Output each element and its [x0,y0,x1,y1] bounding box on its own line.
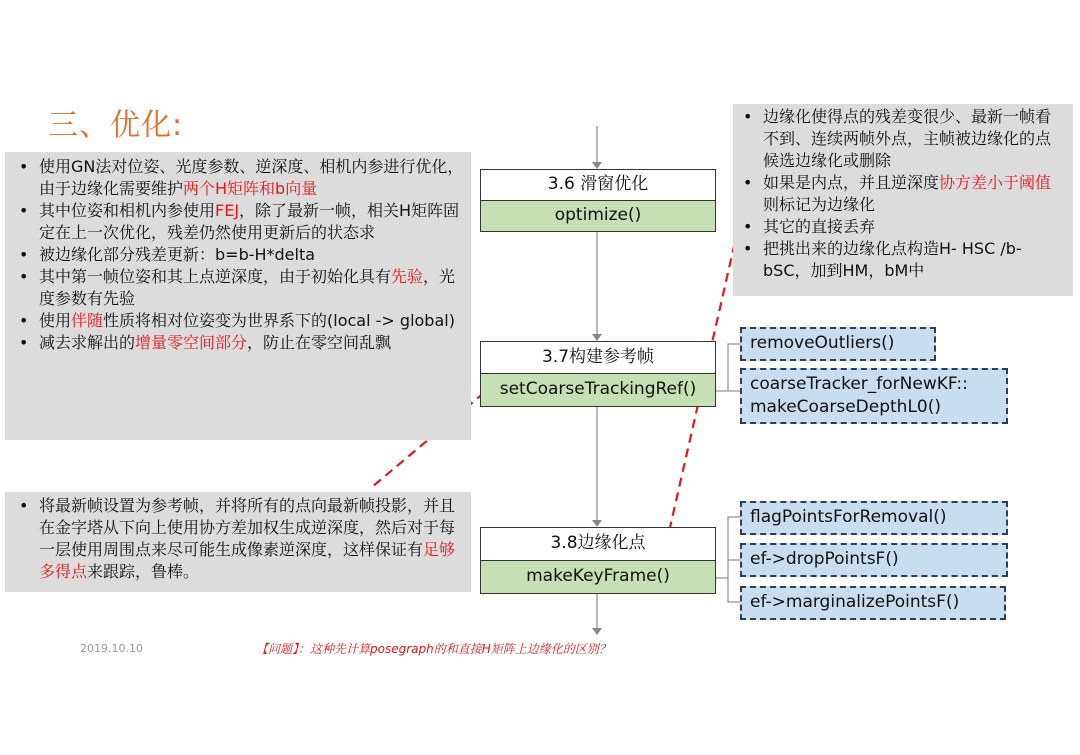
footer-question: 【问题】：这种先计算posegraph的和直接H矩阵上边缘化的区别？ [256,642,611,656]
bullet-text: 其中第一帧位姿和其上点逆深度，由于初始化具有 [39,267,392,286]
left-panel-bullet [9,200,465,244]
right-panel-bullet [733,216,1065,238]
highlight-text: 先验 [391,267,424,286]
right-panel-bullet [733,172,1065,216]
step2-title-box [480,341,716,374]
right-panel-bullet [733,238,1065,282]
optimization-notes-list [9,156,465,354]
bullet-text: 其中位姿和相机内参使用 [39,201,216,220]
marginalization-notes-panel [733,104,1073,296]
bullet-text: 则标记为边缘化 [763,195,876,214]
step2-function: setCoarseTrackingRef() [499,379,697,399]
marginalize-points-box [740,586,1006,620]
bullet-text: 减去求解出的 [39,333,136,352]
remove-outliers-box [740,327,936,361]
step3-title-box [480,527,716,561]
drop-points-box [740,543,1008,577]
left-panel-bullet [9,310,465,332]
step3-title: 3.8边缘化点 [550,533,646,553]
left-panel-bullet [9,244,465,266]
optimization-notes-panel [5,152,471,440]
coarse-tracker-label-line1: coarseTracker_forNewKF:: [750,374,968,394]
step1-title-box [480,169,716,201]
bullet-text: 使用GN法对位姿、光度参数、逆深度、相机内参进行优化，由于边缘化需要维护 [39,157,464,198]
arrow-2-3-head [592,520,602,527]
highlight-text: 增量零空间部分 [135,333,248,352]
step1-function: optimize() [554,205,642,225]
left-panel-bullet [9,266,465,310]
reference-frame-notes-panel [5,492,471,592]
bullet-text: 把挑出来的边缘化点构造H- HSC /b- bSC，加到HM，bM中 [763,239,1022,280]
arrow-bottom-head [592,628,602,635]
highlight-text: FEJ [215,201,240,220]
left-panel-bullet [9,156,465,200]
step1-function-box [480,200,716,232]
arrow-1-2-head [592,334,602,341]
highlight-text: 协方差小于阈值 [939,173,1052,192]
step2-title: 3.7构建参考帧 [541,347,655,367]
bullet-text: 来跟踪，鲁棒。 [87,562,200,581]
bullet-text: ，光度参数有先验 [39,267,456,308]
left-panel-bullet [9,332,465,354]
remove-outliers-label: removeOutliers() [750,333,895,353]
bullet-text: 如果是内点，并且逆深度 [763,173,940,192]
step3-function: makeKeyFrame() [526,566,670,586]
marginalization-notes-list [733,106,1065,282]
step2-function-box [480,373,716,407]
highlight-text: 伴随 [71,311,104,330]
bullet-text: 将最新帧设置为参考帧，并将所有的点向最新帧投影，并且在金字塔从下向上使用协方差加权生成逆深度，然后对于每一层使用周围点来尽可能生成像素逆深度，这样保证有 [39,496,456,559]
bullet-text: 边缘化使得点的残差变很少、最新一帧看不到、连续两帧外点，主帧被边缘化的点候选边缘化或删除 [763,107,1052,170]
bullet-text: 其它的直接丢弃 [763,217,876,236]
bullet-text: 被边缘化部分残差更新：b=b-H*delta [39,245,316,264]
bracket-step3 [716,517,740,578]
step3-function-box [480,560,716,594]
arrow-top-head [592,162,602,169]
bullet-text: 性质将相对位姿变为世界系下的(local -> global) [103,311,455,330]
bullet-text: ，除了最新一帧，相关H矩阵固定在上一次优化，残差仍然使用更新后的状态求 [39,201,460,242]
step1-title: 3.6 滑窗优化 [547,174,649,194]
flag-points-box [740,501,1008,535]
reference-frame-notes-list [9,495,465,583]
bracket-step3-c [728,578,740,602]
right-panel-bullet [733,106,1065,172]
bottom-left-panel-bullet [9,495,465,583]
footer-date: 2019.10.10 [80,642,143,655]
bracket-step2 [716,344,740,391]
slide-title: 三、优化: [48,108,184,143]
coarse-tracker-label-line2: makeCoarseDepthL0() [750,397,942,417]
bullet-text: 使用 [39,311,72,330]
bullet-text: ，防止在零空间乱飘 [247,333,392,352]
marginalize-points-label: ef->marginalizePointsF() [750,592,960,612]
coarse-tracker-box [740,368,1008,424]
drop-points-label: ef->dropPointsF() [750,549,899,569]
highlight-text: 两个H矩阵和b向量 [183,179,318,198]
flag-points-label: flagPointsForRemoval() [750,507,947,527]
highlight-text: 足够多得点 [39,540,456,581]
